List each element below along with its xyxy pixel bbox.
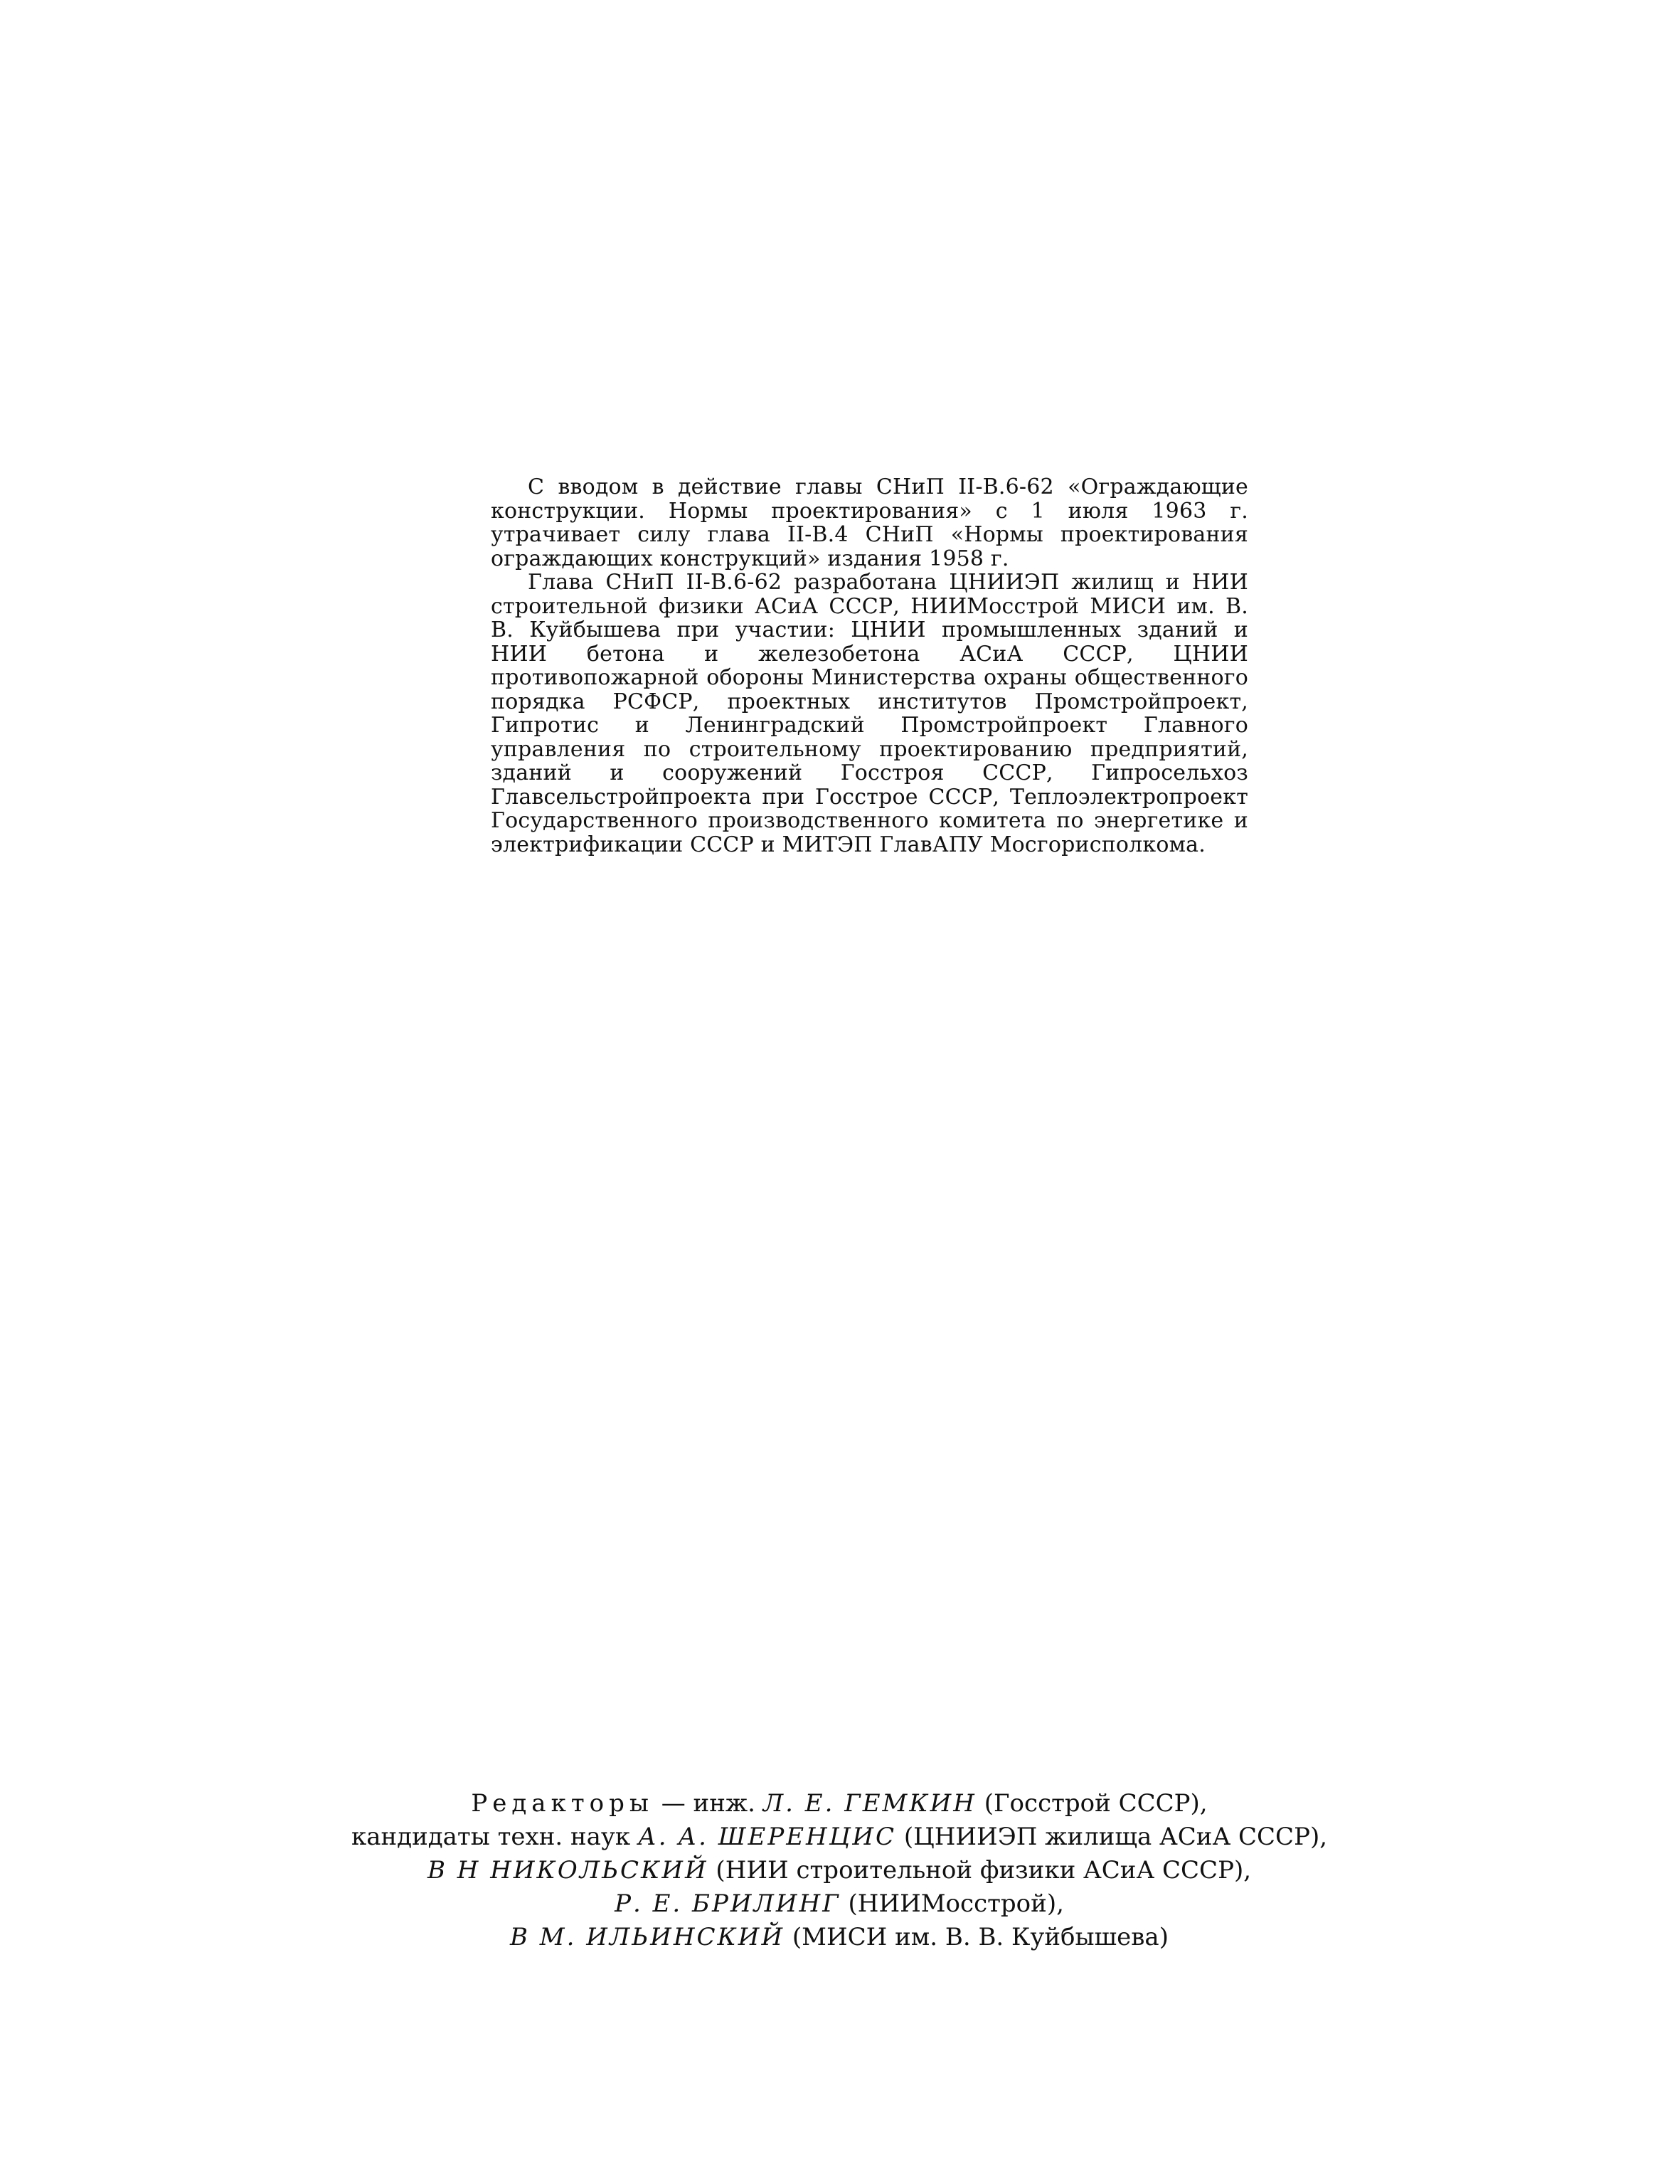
editors-label: Редакторы [471,1789,654,1818]
intro-text-block [491,475,1248,857]
editor-name: В Н НИКОЛЬСКИЙ [427,1856,708,1885]
editor-org: (МИСИ им. В. В. Куйбышева) [785,1923,1169,1951]
editors-credits [306,1787,1373,1954]
editors-line-2 [306,1820,1373,1854]
editor-name: Л. Е. ГЕМКИН [762,1789,977,1818]
editors-line-3 [306,1854,1373,1887]
editor-name: Р. Е. БРИЛИНГ [615,1889,841,1918]
editor-title: кандидаты техн. наук [351,1823,638,1851]
editor-org: (НИИ строительной физики АСиА СССР), [708,1856,1252,1885]
editors-line-4 [306,1887,1373,1921]
intro-paragraph-1: С вводом в действие главы СНиП II-В.6-62 «Ограждающие конструкции. Нормы проектирования» с 1 июля 1963 г. утрачивает силу глава II-В.4 СНиП «Нормы проектирования ограждающих конструкций» издания 1958 г. [491,475,1248,571]
editor-org: (ЦНИИЭП жилища АСиА СССР), [896,1823,1328,1851]
editor-name: А. А. ШЕРЕНЦИС [638,1823,897,1851]
editor-org: (НИИМосстрой), [840,1889,1064,1918]
intro-paragraph-2: Глава СНиП II-В.6-62 разработана ЦНИИЭП жилищ и НИИ строительной физики АСиА СССР, НИИМосстрой МИСИ им. В. В. Куйбышева при участии: ЦНИИ промышленных зданий и НИИ бетона и железобетона АСиА СССР, ЦНИИ противопожарной обороны Министерства охраны общественного порядка РСФСР, проектных институтов Промстройпроект, Гипротис и Ленинградский Промстройпроект Главного управления по строительному проектированию предприятий, зданий и сооружений Госстроя СССР, Гипросельхоз Главсельстройпроекта при Госстрое СССР, Теплоэлектропроект Государственного производственного комитета по энергетике и электрификации СССР и МИТЭП ГлавАПУ Мосгорисполкома. [491,570,1248,857]
editor-title: — инж. [653,1789,763,1818]
editors-line-5 [306,1921,1373,1954]
editor-name: В М. ИЛЬИНСКИЙ [510,1923,785,1951]
editors-line-1 [306,1787,1373,1820]
editor-org: (Госстрой СССР), [976,1789,1208,1818]
